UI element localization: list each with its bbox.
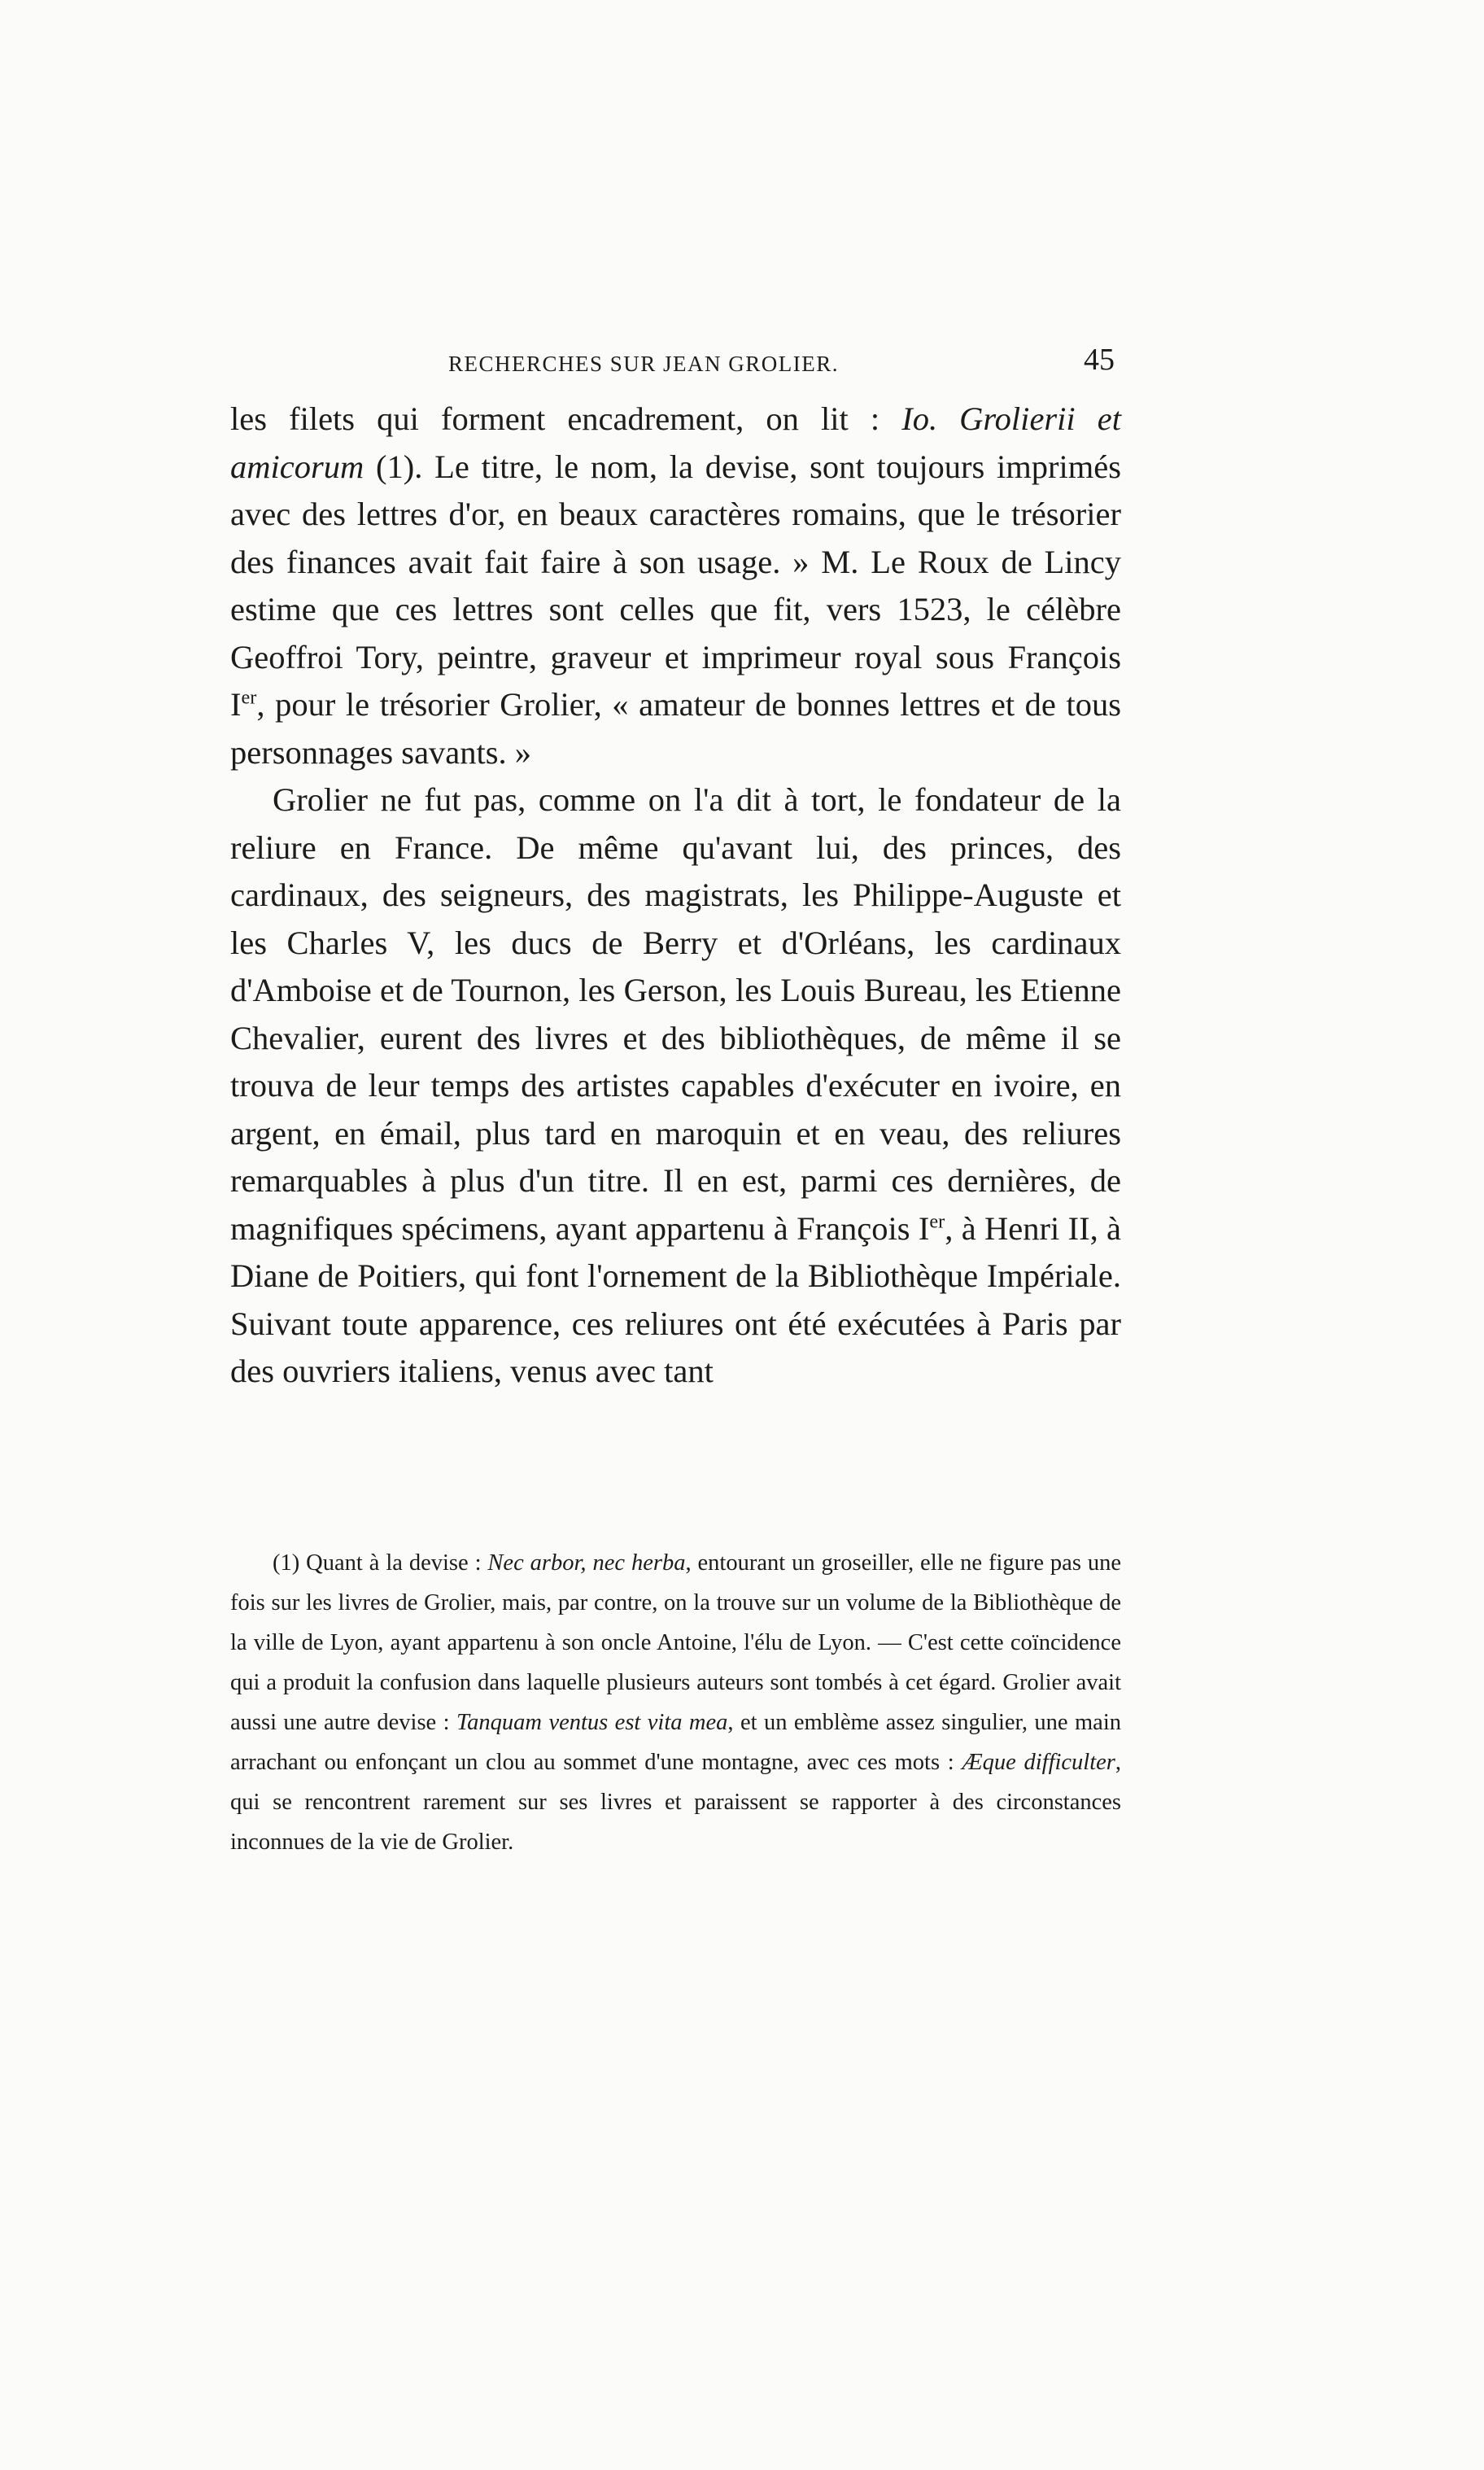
text-run: , qui se rencontrent rarement sur ses livres et paraissent se rapporter à des circonstances inconnues de la vie de Grolier. — [230, 1750, 1122, 1855]
italic-motto: Io. Grolierii et amicorum — [230, 400, 1122, 485]
main-text — [230, 396, 1121, 1396]
superscript: er — [241, 686, 257, 709]
italic-motto: Æque difficulter — [962, 1750, 1115, 1775]
paragraph — [230, 776, 1121, 1396]
paragraph-continued — [230, 396, 1121, 776]
italic-motto: Nec arbor, nec herba — [487, 1550, 686, 1576]
page-number: 45 — [1084, 343, 1115, 377]
text-run: (1). Le titre, le nom, la devise, sont toujours imprimés avec des lettres d'or, en beaux caractères romains, que le trésorier des finances avait fait faire à son usage. » M. Le Roux de Lincy estime que ces lettres sont celles que fit, vers 1523, le célèbre Geoffroi Tory, peintre, graveur et imprimeur royal sous François I — [230, 448, 1121, 723]
text-run: , et un emblème assez singulier, une main arrachant ou enfonçant un clou au sommet d'une montagne, avec ces mots : — [230, 1710, 1121, 1775]
running-title: RECHERCHES SUR JEAN GROLIER. — [448, 352, 840, 376]
superscript: er — [929, 1210, 945, 1232]
footnote — [230, 1543, 1121, 1862]
text-run: les filets qui forment encadrement, on lit : — [230, 400, 902, 437]
text-run: , à Henri II, à Diane de Poitiers, qui font l'ornement de la Bibliothèque Impériale. Suivant toute apparence, ces reliures ont été exécutées à Paris par des ouvriers italiens, venus avec tant — [230, 1209, 1122, 1389]
text-run: , entourant un groseiller, elle ne figure pas une fois sur les livres de Grolier, mais, par contre, on la trouve sur un volume de la Bibliothèque de la ville de Lyon, ayant appartenu à son oncle Antoine, l'élu de Lyon. — C'est cette coïncidence qui a produit la confusion dans laquelle plusieurs auteurs sont tombés à cet égard. Grolier avait aussi une autre devise : — [230, 1550, 1122, 1735]
footnote-block — [230, 1543, 1121, 1862]
text-run: (1) Quant à la devise : — [273, 1550, 488, 1576]
text-run: , pour le trésorier Grolier, « amateur de bonnes lettres et de tous personnages savants. » — [230, 686, 1121, 771]
italic-motto: Tanquam ventus est vita mea — [456, 1710, 728, 1735]
text-run: Grolier ne fut pas, comme on l'a dit à tort, le fondateur de la reliure en France. De même qu'avant lui, des princes, des cardinaux, des seigneurs, des magistrats, les Philippe-Auguste et les Charles V, les ducs de Berry et d'Orléans, les cardinaux d'Amboise et de Tournon, les Gerson, les Louis Bureau, les Etienne Chevalier, eurent des livres et des bibliothèques, de même il se trouva de leur temps des artistes capables d'exécuter en ivoire, en argent, en émail, plus tard en maroquin et en veau, des reliures remarquables à plus d'un titre. Il en est, parmi ces dernières, de magnifiques spécimens, ayant appartenu à François I — [230, 781, 1121, 1247]
running-head — [230, 343, 1121, 387]
